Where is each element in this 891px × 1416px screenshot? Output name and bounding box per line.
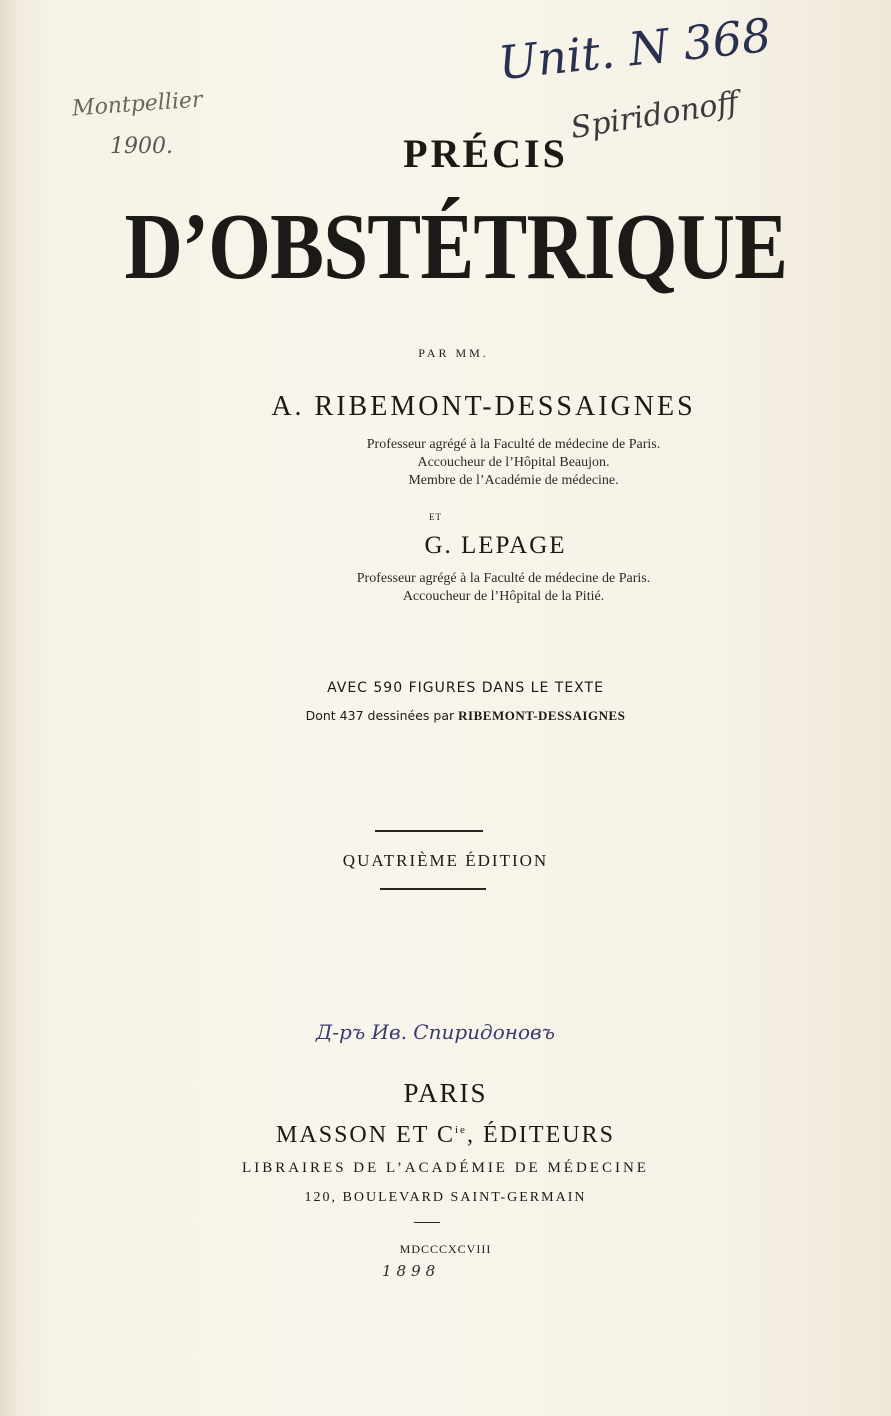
author1-credit-line: Professeur agrégé à la Faculté de médecine de Paris. — [366, 437, 661, 452]
handwritten-owner-name: Д-ръ Ив. Спиридоновъ — [316, 1020, 555, 1044]
publication-city: PARIS — [403, 1078, 488, 1108]
publisher-main: MASSON ET C — [276, 1122, 455, 1148]
author1-credits — [68, 436, 891, 490]
handwritten-year-note: 1900. — [110, 134, 173, 159]
author-ribemont-dessaignes: A. RIBEMONT-DESSAIGNES — [271, 391, 696, 422]
handwritten-call-number: Unit. N 368 — [495, 7, 774, 91]
handwritten-year: 1898 — [382, 1262, 441, 1280]
author2-credits — [58, 570, 891, 606]
drawings-credit-prefix: Dont 437 dessinées par — [305, 708, 455, 723]
author2-credit-line: Professeur agrégé à la Faculté de médecine de Paris. — [356, 571, 651, 586]
author2-credit-line: Accoucheur de l’Hôpital de la Pitié. — [402, 589, 605, 604]
figures-line: AVEC 590 FIGURES DANS LE TEXTE — [327, 680, 604, 696]
drawings-credit — [20, 708, 891, 724]
author1-credit-line: Accoucheur de l’Hôpital Beaujon. — [417, 455, 610, 470]
publisher-superscript: ie — [454, 1124, 467, 1136]
publisher — [0, 1122, 891, 1149]
handwritten-city-note: Montpellier — [71, 87, 204, 122]
author1-credit-line: Membre de l’Académie de médecine. — [408, 473, 619, 488]
divider-rule — [380, 888, 486, 890]
conjunction-et: ET — [429, 512, 442, 522]
main-title: D’OBSTÉTRIQUE — [124, 195, 788, 299]
publisher-address: 120, BOULEVARD SAINT-GERMAIN — [304, 1190, 587, 1205]
handwritten-signature: Spiridonoff — [568, 84, 741, 147]
publisher-description: LIBRAIRES DE L’ACADÉMIE DE MÉDECINE — [242, 1160, 649, 1176]
publisher-tail: , ÉDITEURS — [466, 1122, 615, 1148]
divider-rule-small — [414, 1222, 440, 1223]
title-precis: PRÉCIS — [403, 131, 568, 176]
edition: QUATRIÈME ÉDITION — [342, 851, 549, 870]
drawings-credit-name: RIBEMONT-DESSAIGNES — [458, 708, 626, 723]
divider-rule — [375, 830, 483, 832]
publication-year: MDCCCXCVIII — [399, 1242, 492, 1256]
authors-intro: PAR MM. — [418, 346, 489, 360]
author-lepage: G. LEPAGE — [424, 532, 567, 559]
